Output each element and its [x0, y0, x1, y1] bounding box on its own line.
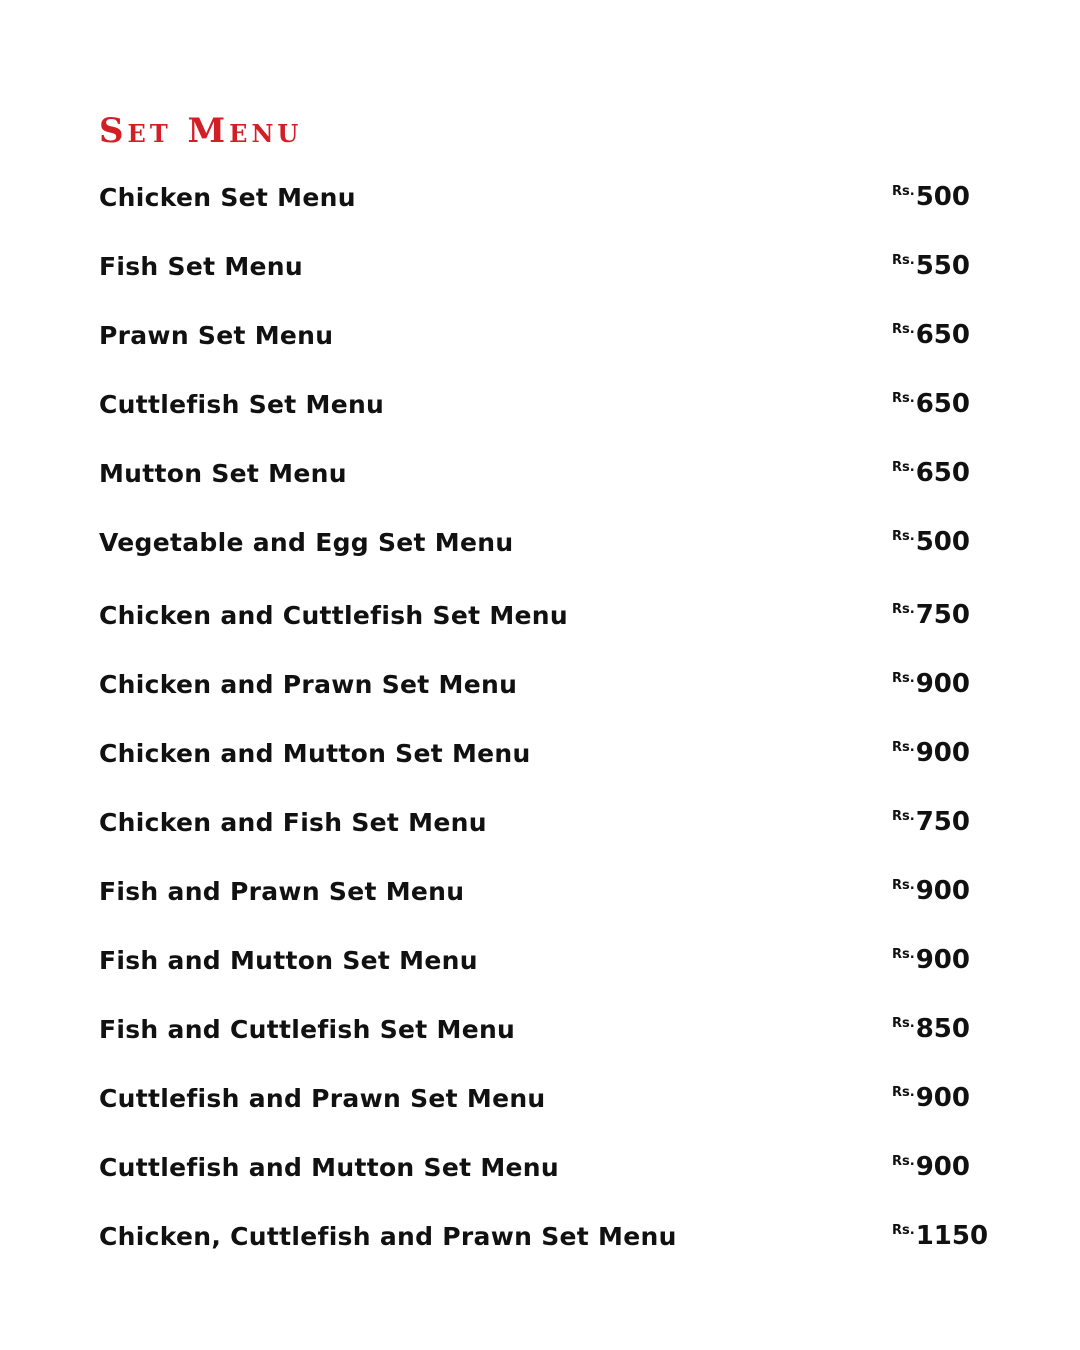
price-amount: 550	[915, 251, 970, 281]
item-price	[892, 459, 970, 487]
currency-label: Rs.	[892, 740, 915, 755]
price-amount: 900	[915, 945, 970, 975]
item-name: Cuttlefish and Mutton Set Menu	[99, 1152, 559, 1182]
item-price	[892, 601, 970, 629]
menu-item	[99, 1004, 971, 1054]
menu-item	[99, 590, 971, 640]
item-name: Prawn Set Menu	[99, 320, 334, 350]
item-price	[892, 808, 970, 836]
item-name: Fish Set Menu	[99, 251, 303, 281]
price-amount: 850	[915, 1014, 970, 1044]
currency-label: Rs.	[892, 253, 915, 268]
menu-item	[99, 172, 971, 222]
currency-label: Rs.	[892, 1154, 915, 1169]
menu-item	[99, 866, 971, 916]
item-name: Chicken and Fish Set Menu	[99, 807, 487, 837]
item-name: Cuttlefish and Prawn Set Menu	[99, 1083, 546, 1113]
price-amount: 900	[915, 669, 970, 699]
currency-label: Rs.	[892, 947, 915, 962]
currency-label: Rs.	[892, 1085, 915, 1100]
menu-item	[99, 1211, 989, 1261]
currency-label: Rs.	[892, 1223, 915, 1238]
item-name: Chicken Set Menu	[99, 182, 356, 212]
menu-item	[99, 797, 971, 847]
item-name: Chicken and Cuttlefish Set Menu	[99, 600, 568, 630]
item-price	[892, 321, 970, 349]
price-amount: 900	[915, 1152, 970, 1182]
menu-item	[99, 659, 971, 709]
item-name: Vegetable and Egg Set Menu	[99, 527, 514, 557]
currency-label: Rs.	[892, 809, 915, 824]
price-amount: 750	[915, 600, 970, 630]
menu-item	[99, 517, 971, 567]
price-amount: 900	[915, 738, 970, 768]
menu-title: Set Menu	[99, 111, 303, 151]
menu-item	[99, 448, 971, 498]
item-price	[892, 252, 970, 280]
item-price	[892, 183, 970, 211]
price-amount: 500	[915, 527, 970, 557]
item-name: Chicken and Prawn Set Menu	[99, 669, 518, 699]
menu-item	[99, 310, 971, 360]
price-amount: 1150	[915, 1221, 989, 1251]
item-name: Cuttlefish Set Menu	[99, 389, 385, 419]
price-amount: 900	[915, 876, 970, 906]
item-price	[892, 739, 970, 767]
item-price	[892, 1084, 970, 1112]
price-amount: 650	[915, 458, 970, 488]
menu-item	[99, 728, 971, 778]
currency-label: Rs.	[892, 184, 915, 199]
price-amount: 500	[915, 182, 970, 212]
currency-label: Rs.	[892, 322, 915, 337]
item-name: Chicken and Mutton Set Menu	[99, 738, 531, 768]
item-price	[892, 390, 970, 418]
menu-item	[99, 241, 971, 291]
item-price	[892, 1222, 988, 1250]
item-price	[892, 670, 970, 698]
currency-label: Rs.	[892, 671, 915, 686]
item-name: Fish and Cuttlefish Set Menu	[99, 1014, 516, 1044]
currency-label: Rs.	[892, 391, 915, 406]
item-price	[892, 1153, 970, 1181]
menu-item	[99, 1073, 971, 1123]
price-amount: 650	[915, 320, 970, 350]
item-name: Mutton Set Menu	[99, 458, 347, 488]
menu-item	[99, 1142, 971, 1192]
price-amount: 650	[915, 389, 970, 419]
item-price	[892, 1015, 970, 1043]
menu-item	[99, 935, 971, 985]
item-name: Fish and Mutton Set Menu	[99, 945, 478, 975]
item-price	[892, 877, 970, 905]
currency-label: Rs.	[892, 460, 915, 475]
currency-label: Rs.	[892, 878, 915, 893]
currency-label: Rs.	[892, 529, 915, 544]
item-price	[892, 528, 970, 556]
currency-label: Rs.	[892, 1016, 915, 1031]
price-amount: 750	[915, 807, 970, 837]
currency-label: Rs.	[892, 602, 915, 617]
item-name: Chicken, Cuttlefish and Prawn Set Menu	[99, 1221, 677, 1251]
item-name: Fish and Prawn Set Menu	[99, 876, 465, 906]
price-amount: 900	[915, 1083, 970, 1113]
item-price	[892, 946, 970, 974]
menu-item	[99, 379, 971, 429]
